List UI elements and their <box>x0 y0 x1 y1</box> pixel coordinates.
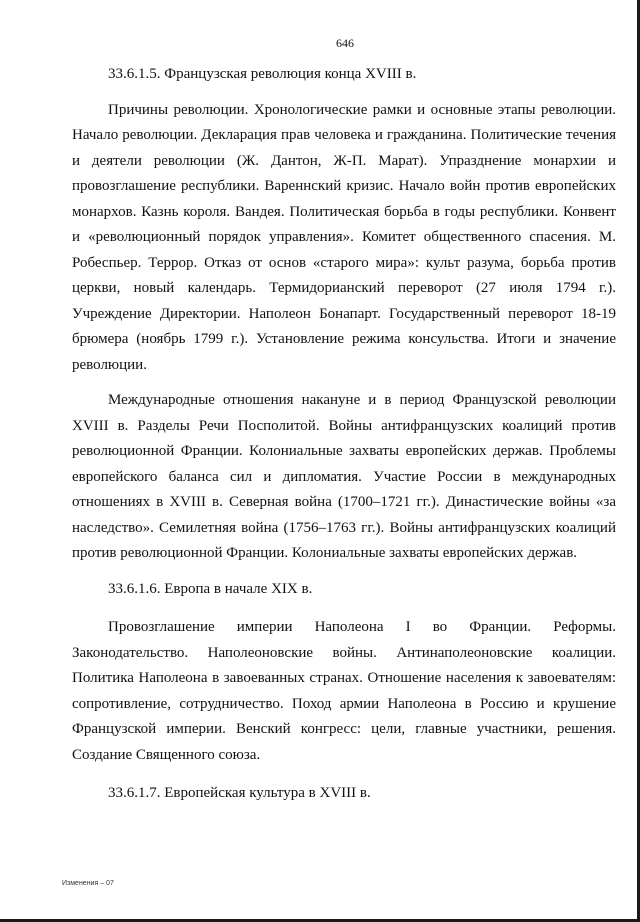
document-body <box>72 62 616 807</box>
footer-revision-note: Изменения – 07 <box>62 880 114 887</box>
section-heading-33-6-1-5: 33.6.1.5. Французская революция конца XVIII в. <box>108 66 417 82</box>
paragraph-napoleon-empire: Провозглашение империи Наполеона I во Франции. Реформы. Законодательство. Наполеоновские войны. Антинаполеоновские коалиции. Политика Наполеона в завоеванных странах. Отношение населения к завоевателям: сопротивление, сотрудничество. Поход армии Наполеона в Россию и крушение Французской империи. Венский конгресс: цели, главные участники, решения. Создание Священного союза. <box>72 619 616 763</box>
paragraph-revolution-causes: Причины революции. Хронологические рамки и основные этапы революции. Начало революции. Декларация прав человека и гражданина. Политические течения и деятели революции (Ж. Дантон, Ж-П. Марат). Упразднение монархии и провозглашение республики. Вареннский кризис. Начало войн против европейских монархов. Казнь короля. Вандея. Политическая борьба в годы республики. Конвент и «революционный порядок управления». Комитет общественного спасения. М. Робеспьер. Террор. Отказ от основ «старого мира»: культ разума, борьба против церкви, новый календарь. Термидорианский переворот (27 июля 1794 г.). Учреждение Директории. Наполеон Бонапарт. Государственный переворот 18-19 брюмера (ноябрь 1799 г.). Установление режима консульства. Итоги и значение революции. <box>72 101 616 373</box>
paragraph-international-relations: Международные отношения накануне и в период Французской революции XVIII в. Разделы Речи Посполитой. Войны антифранцузских коалиций против революционной Франции. Колониальные захваты европейских держав. Проблемы европейского баланса сил и дипломатия. Участие России в международных отношениях в XVIII в. Северная война (1700–1721 гг.). Династические войны «за наследство». Семилетняя война (1756–1763 гг.). Войны антифранцузских коалиций против революционной Франции. Колониальные захваты европейских держав. <box>72 392 616 561</box>
page-number: 646 <box>336 36 354 50</box>
section-heading-33-6-1-6: 33.6.1.6. Европа в начале XIX в. <box>108 580 313 597</box>
section-heading-33-6-1-7: 33.6.1.7. Европейская культура в XVIII в. <box>108 785 371 801</box>
